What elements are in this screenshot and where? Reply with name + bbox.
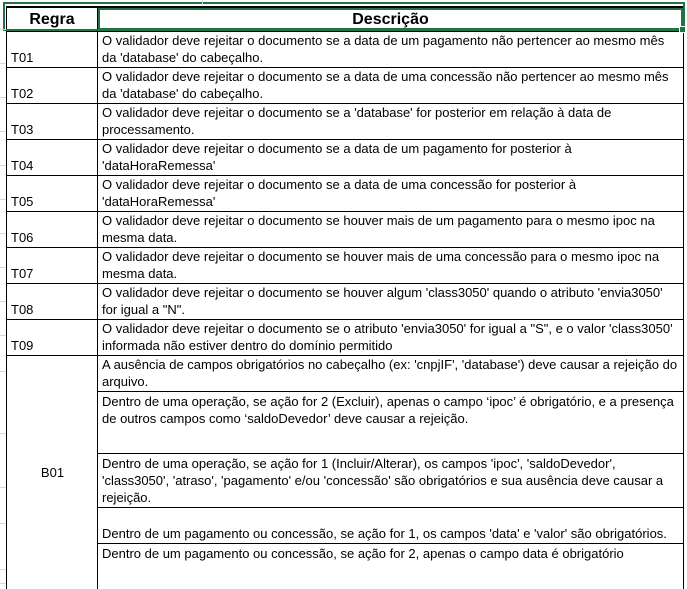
rule-id-cell[interactable]: T04 — [7, 140, 98, 176]
rule-row-t02 — [7, 68, 684, 104]
header-cell-descricao[interactable]: Descrição — [98, 7, 684, 31]
rule-desc-cell[interactable]: O validador deve rejeitar o documento se a 'database' for posterior em relação à data de processamento. — [98, 104, 684, 140]
rule-id-cell[interactable]: T08 — [7, 284, 98, 320]
rule-row-t01 — [7, 31, 684, 68]
rule-row-t03 — [7, 104, 684, 140]
rule-id-cell[interactable]: T06 — [7, 212, 98, 248]
gridline-stub — [0, 335, 6, 336]
gridline-stub — [0, 97, 6, 98]
header-cell-regra[interactable]: Regra — [7, 7, 98, 31]
gridline-stub — [0, 29, 6, 30]
rule-desc-cell[interactable]: O validador deve rejeitar o documento se a data de uma concessão não pertencer ao mesmo mês da 'database' do cabeçalho. — [98, 68, 684, 104]
gridline-stub — [0, 267, 6, 268]
rule-row-b01-1 — [7, 356, 684, 392]
gridline-stub — [0, 233, 6, 234]
rule-desc-cell[interactable]: Dentro de um pagamento ou concessão, se ação for 2, apenas o campo data é obrigatório — [98, 544, 684, 589]
rule-desc-cell[interactable]: O validador deve rejeitar o documento se a data de um pagamento não pertencer ao mesmo mês da 'database' do cabeçalho. — [98, 31, 684, 68]
rule-id-cell[interactable]: T02 — [7, 68, 98, 104]
rule-desc-cell[interactable]: O validador deve rejeitar o documento se o atributo 'envia3050' for igual a "S", e o valor 'class3050' informada não estiver dentro do domínio permitido — [98, 320, 684, 356]
rule-id-cell[interactable]: T05 — [7, 176, 98, 212]
gridline-stub — [0, 199, 6, 200]
rule-id-cell-b01[interactable]: B01 — [7, 356, 98, 589]
rule-id-cell[interactable]: T01 — [7, 31, 98, 68]
gridline-stub — [0, 569, 6, 570]
gridline-stub — [0, 301, 6, 302]
rule-row-t05 — [7, 176, 684, 212]
rule-desc-cell[interactable]: O validador deve rejeitar o documento se a data de um pagamento for posterior à 'dataHoraRemessa' — [98, 140, 684, 176]
header-row — [7, 7, 684, 31]
rule-row-t04 — [7, 140, 684, 176]
gridline-stub — [0, 433, 6, 434]
rule-row-t09 — [7, 320, 684, 356]
rule-id-cell[interactable]: T09 — [7, 320, 98, 356]
gridline-stub — [0, 523, 6, 524]
gridline-stub — [0, 487, 6, 488]
gridline-stub — [0, 131, 6, 132]
gridline-stub — [0, 371, 6, 372]
gridline-stub — [0, 165, 6, 166]
rule-row-b01-3 — [7, 454, 684, 508]
rule-row-b01-2 — [7, 392, 684, 454]
gridline-stub — [0, 63, 6, 64]
gridline-stub — [202, 0, 203, 5]
rule-desc-cell[interactable]: O validador deve rejeitar o documento se houver algum 'class3050' quando o atributo 'envia3050' for igual a "N". — [98, 284, 684, 320]
rule-desc-cell[interactable]: Dentro de uma operação, se ação for 2 (Excluir), apenas o campo ‘ipoc’ é obrigatório, e a presença de outros campos como ‘saldoDevedor’ deve causar a rejeição. — [98, 392, 684, 454]
rule-row-t08 — [7, 284, 684, 320]
rule-row-t07 — [7, 248, 684, 284]
rule-desc-cell[interactable]: Dentro de uma operação, se ação for 1 (Incluir/Alterar), os campos 'ipoc', 'saldoDevedor', 'class3050', 'atraso', 'pagamento' e/ou 'concessão' são obrigatórios e sua ausência deve causar a rejeição. — [98, 454, 684, 508]
rule-desc-cell[interactable]: O validador deve rejeitar o documento se a data de uma concessão for posterior à 'dataHoraRemessa' — [98, 176, 684, 212]
rule-id-cell[interactable]: T07 — [7, 248, 98, 284]
rule-desc-cell[interactable]: O validador deve rejeitar o documento se houver mais de um pagamento para o mesmo ipoc na mesma data. — [98, 212, 684, 248]
rule-desc-cell[interactable]: O validador deve rejeitar o documento se houver mais de uma concessão para o mesmo ipoc na mesma data. — [98, 248, 684, 284]
rules-table — [6, 6, 684, 589]
rule-desc-cell[interactable]: A ausência de campos obrigatórios no cabeçalho (ex: 'cnpjIF', 'database') deve causar a rejeição do arquivo. — [98, 356, 684, 392]
rule-row-t06 — [7, 212, 684, 248]
gridline-stub — [0, 583, 6, 584]
rule-desc-cell[interactable]: Dentro de um pagamento ou concessão, se ação for 1, os campos 'data' e 'valor' são obrigatórios. — [98, 508, 684, 544]
rule-row-b01-5 — [7, 544, 684, 589]
rule-id-cell[interactable]: T03 — [7, 104, 98, 140]
rule-row-b01-4 — [7, 508, 684, 544]
